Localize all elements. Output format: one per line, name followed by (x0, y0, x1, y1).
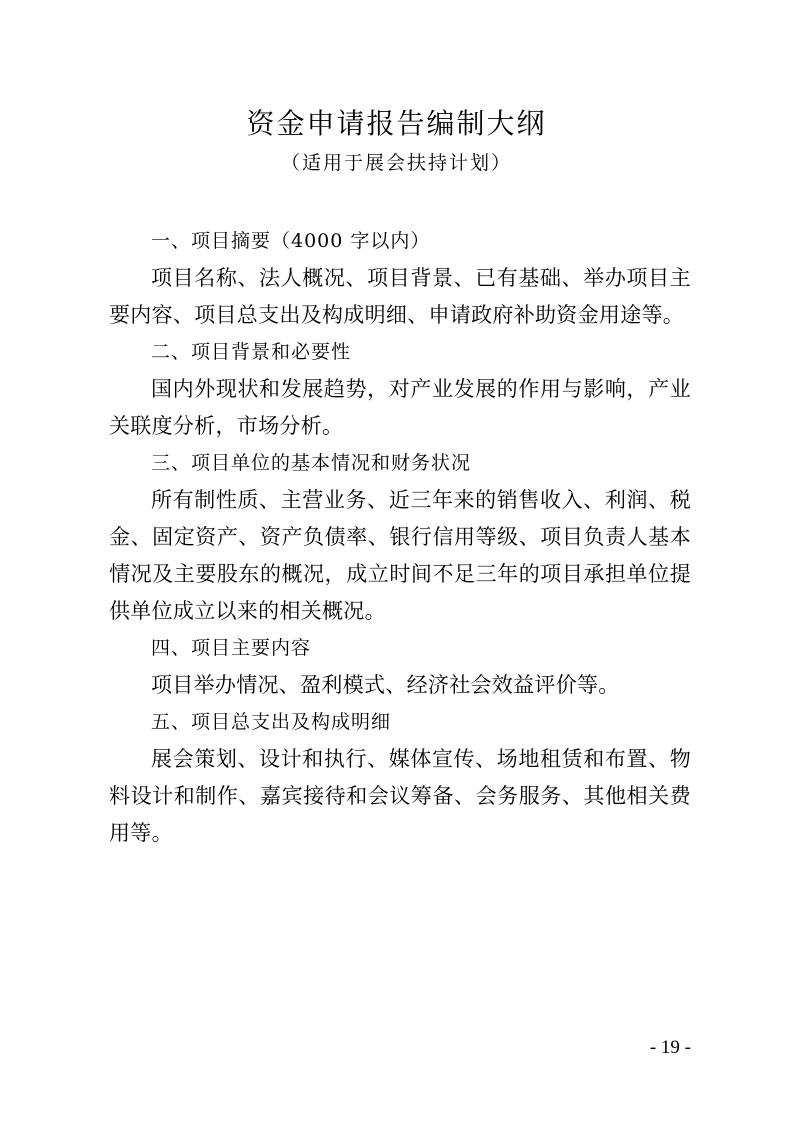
section-body-3: 所有制性质、主营业务、近三年来的销售收入、利润、税金、固定资产、资产负债率、银行信用等级、项目负责人基本情况及主要股东的概况，成立时间不足三年的项目承担单位提供单位成立以来的相关概况。 (109, 488, 691, 623)
section-body-4: 项目举办情况、盈利模式、经济社会效益评价等。 (151, 673, 620, 697)
section-body-2: 国内外现状和发展趋势，对产业发展的作用与影响，产业关联度分析，市场分析。 (109, 377, 691, 438)
page-title: 资金申请报告编制大纲 (246, 107, 547, 140)
section-body-1: 项目名称、法人概况、项目背景、已有基础、举办项目主要内容、项目总支出及构成明细、申请政府补助资金用途等。 (109, 266, 691, 327)
section-heading-2: 二、项目背景和必要性 (151, 341, 352, 363)
section-body-5: 展会策划、设计和执行、媒体宣传、场地租赁和布置、物料设计和制作、嘉宾接待和会议筹备、会务服务、其他相关费用等。 (109, 747, 691, 845)
page-number: - 19 - (649, 1037, 691, 1058)
document-body (109, 223, 691, 852)
section-heading-4: 四、项目主要内容 (151, 637, 312, 659)
page-subtitle: （适用于展会扶持计划） (280, 152, 512, 174)
section-heading-5: 五、项目总支出及构成明细 (151, 711, 392, 733)
section-heading-1: 一、项目摘要（4000 字以内） (151, 230, 431, 252)
section-heading-3: 三、项目单位的基本情况和财务状况 (151, 452, 472, 474)
